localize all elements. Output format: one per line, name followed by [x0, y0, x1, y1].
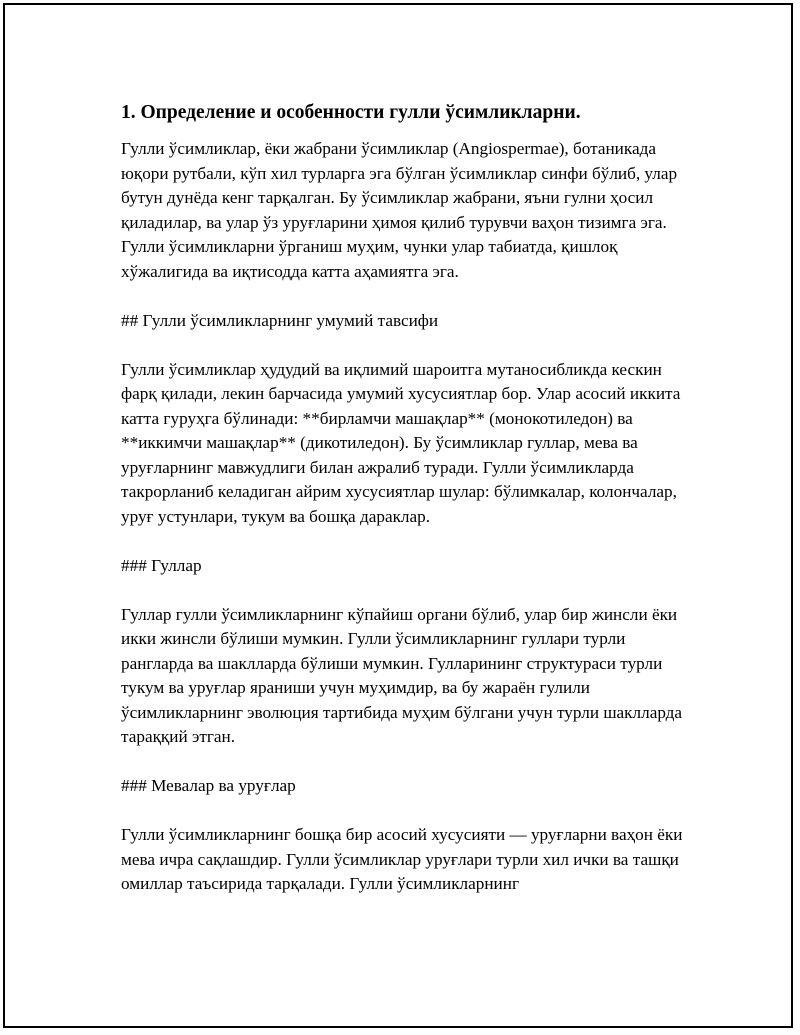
paragraph-flowers: Гуллар гулли ўсимликларнинг кўпайиш органи бўлиб, улар бир жинсли ёки икки жинсли бўлиши мумкин. Гулли ўсимликларнинг гуллари турли рангларда ва шаклларда бўлиши мумкин. Гулларининг структураси турли тукум ва уруғлар яраниши учун муҳимдир, ва бу жараён гулили ўсимликларнинг эволюция тартибида муҳим бўлгани учун турли шаклларда тараққий этган.	[121, 604, 683, 746]
subheading-general-description: ## Гулли ўсимликларнинг умумий тавсифи	[121, 310, 439, 330]
paragraph-intro: Гулли ўсимликлар, ёки жабрани ўсимликлар (Angiospermae), ботаникада юқори рутбали, кўп хил турларга эга бўлган ўсимликлар синфи бўлиб, улар бутун дунёда кенг тарқалган. Бу ўсимликлар жабрани, яъни гулни ҳосил қиладилар, ва улар ўз уруғларини ҳимоя қилиб турувчи ваҳон тизимга эга. Гулли ўсимликларни ўрганиш муҳим, чунки улар табиатда, қишлоқ хўжалигида ва иқтисодда катта аҳамиятга эга.	[121, 139, 678, 281]
blank-line	[121, 529, 701, 554]
blank-line	[121, 750, 701, 775]
blank-line	[121, 799, 701, 824]
blank-line	[121, 578, 701, 603]
subheading-fruits-seeds: ### Мевалар ва уруғлар	[121, 776, 296, 795]
document-body	[121, 100, 701, 897]
section-heading: 1. Определение и особенности гулли ўсимликларни.	[121, 102, 581, 123]
document-page	[3, 3, 793, 1028]
blank-line	[121, 333, 701, 358]
paragraph-general-description: Гулли ўсимликлар ҳудудий ва иқлимий шароитга мутаносибликда кескин фарқ қилади, лекин барчасида умумий хусусиятлар бор. Улар асосий иккита катта гуруҳга бўлинади: **бирламчи машақлар** (монокотиледон) ва **иккимчи машақлар** (дикотиледон). Бу ўсимликлар гуллар, мева ва уруғларнинг мавжудлиги билан ажралиб туради. Гулли ўсимликларда такрорланиб келадиган айрим хусусиятлар шулар: бўлимкалар, колончалар, уруғ устунлари, тукум ва бошқа дараклар.	[121, 359, 681, 526]
paragraph-fruits-seeds: Гулли ўсимликларнинг бошқа бир асосий хусусияти — уруғларни ваҳон ёки мева ичра сақлашдир. Гулли ўсимликлар уруғлари турли хил ички ва ташқи омиллар таъсирида тарқалади. Гулли ўсимликларнинг	[121, 825, 683, 893]
blank-line	[121, 284, 701, 309]
subheading-flowers: ### Гуллар	[121, 555, 202, 575]
